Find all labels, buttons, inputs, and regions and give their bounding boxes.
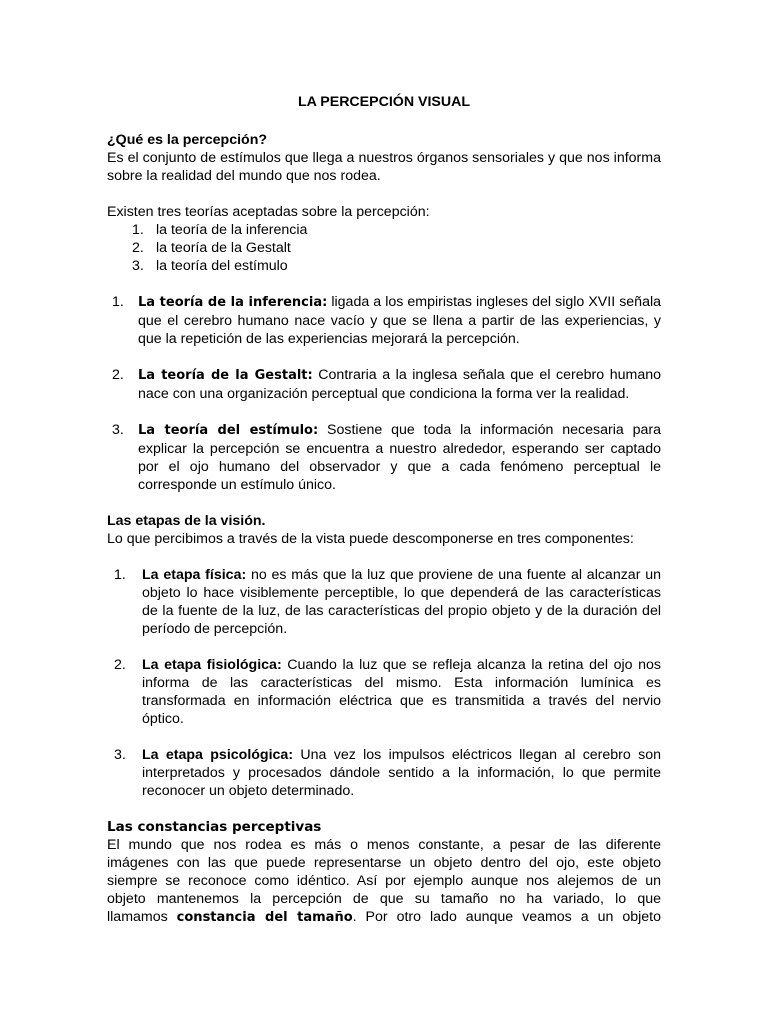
section-heading-constancies: Las constancias perceptivas <box>107 819 322 835</box>
list-number: 2. <box>114 657 126 673</box>
theory-inference <box>107 293 661 348</box>
list-number: 2. <box>112 367 124 383</box>
paragraph-line: siempre se reconoce como idéntico. Así por ejemplo aunque nos alejemos de un <box>107 873 661 889</box>
size-constancy-term: constancia del tamaño <box>176 910 353 925</box>
theory-gestalt <box>107 366 661 403</box>
document-title: LA PERCEPCIÓN VISUAL <box>297 94 471 110</box>
paragraph-line <box>107 908 661 927</box>
theory-term: La teoría del estímulo: <box>138 423 319 438</box>
list-item <box>132 221 661 239</box>
constancies-paragraph <box>107 836 661 927</box>
list-item-text: la teoría de la Gestalt <box>156 240 291 256</box>
stage-physical <box>107 566 661 638</box>
theory-text: Sostiene que toda la información necesaria para explicar la percepción se encuentra a nuestro alrededor, esperando ser captado por el ojo humano del observador y que a cada fenómeno perceptual le corresponde un estímulo único. <box>138 422 661 493</box>
section-heading-stages: Las etapas de la visión. <box>107 513 266 529</box>
theory-term: La teoría de la inferencia: <box>138 295 328 310</box>
list-number: 3. <box>112 422 124 438</box>
stage-term: La etapa psicológica: <box>142 747 294 763</box>
theories-intro: Existen tres teorías aceptadas sobre la percepción: <box>107 204 430 220</box>
stage-text: no es más que la luz que proviene de una fuente al alcanzar un objeto lo hace visiblemente perceptible, lo que dependerá de las características de la fuente de la luz, de las características del propio objeto y de la duración del período de percepción. <box>142 567 661 637</box>
theory-term: La teoría de la Gestalt: <box>138 368 313 383</box>
stages-list <box>107 566 661 800</box>
stage-psychological <box>107 746 661 800</box>
theory-text: Contraria a la inglesa señala que el cerebro humano nace con una organización perceptual que condiciona la forma ver la realidad. <box>138 367 661 402</box>
paragraph-line: objeto mantenemos la percepción de que su tamaño no ha variado, lo que <box>107 891 661 907</box>
list-item <box>132 239 661 257</box>
paragraph-line: El mundo que nos rodea es más o menos constante, a pesar de las diferente <box>107 837 661 853</box>
list-item <box>132 257 661 275</box>
stage-physiological <box>107 656 661 728</box>
list-item-text: la teoría del estímulo <box>156 258 288 274</box>
line-suffix: . Por otro lado aunque veamos a un objeto <box>352 909 661 925</box>
theories-detail-list <box>107 293 661 494</box>
theory-stimulus <box>107 421 661 494</box>
list-number: 3. <box>132 258 144 274</box>
theories-summary-list <box>107 221 661 275</box>
paragraph-line: imágenes con las que puede representarse un objeto dentro del ojo, este objeto <box>107 855 661 871</box>
perception-definition: Es el conjunto de estímulos que llega a nuestros órganos sensoriales y que nos informa sobre la realidad del mundo que nos rodea. <box>107 150 661 184</box>
list-number: 2. <box>132 240 144 256</box>
stage-term: La etapa fisiológica: <box>142 657 282 673</box>
stage-text: Cuando la luz que se refleja alcanza la retina del ojo nos informa de las características del mismo. Esta información lumínica es transformada en información eléctrica que es transmitida a través del nervio óptico. <box>142 657 661 727</box>
stage-term: La etapa física: <box>142 567 247 583</box>
list-number: 1. <box>132 222 144 238</box>
theory-text: ligada a los empiristas ingleses del siglo XVII señala que el cerebro humano nace vacío y que se llena a partir de las experiencias, y que la repetición de las experiencias mejorará la percepción. <box>138 294 661 347</box>
line-prefix: llamamos <box>107 909 177 925</box>
list-number: 1. <box>112 294 124 310</box>
list-number: 1. <box>114 567 126 583</box>
stages-intro: Lo que percibimos a través de la vista puede descomponerse en tres componentes: <box>107 531 634 547</box>
stage-text: Una vez los impulsos eléctricos llegan al cerebro son interpretados y procesados dándole sentido a la información, lo que permite reconocer un objeto determinado. <box>142 747 661 799</box>
list-number: 3. <box>114 747 126 763</box>
section-heading-perception: ¿Qué es la percepción? <box>107 132 268 148</box>
document-page <box>107 93 661 927</box>
list-item-text: la teoría de la inferencia <box>156 222 308 238</box>
